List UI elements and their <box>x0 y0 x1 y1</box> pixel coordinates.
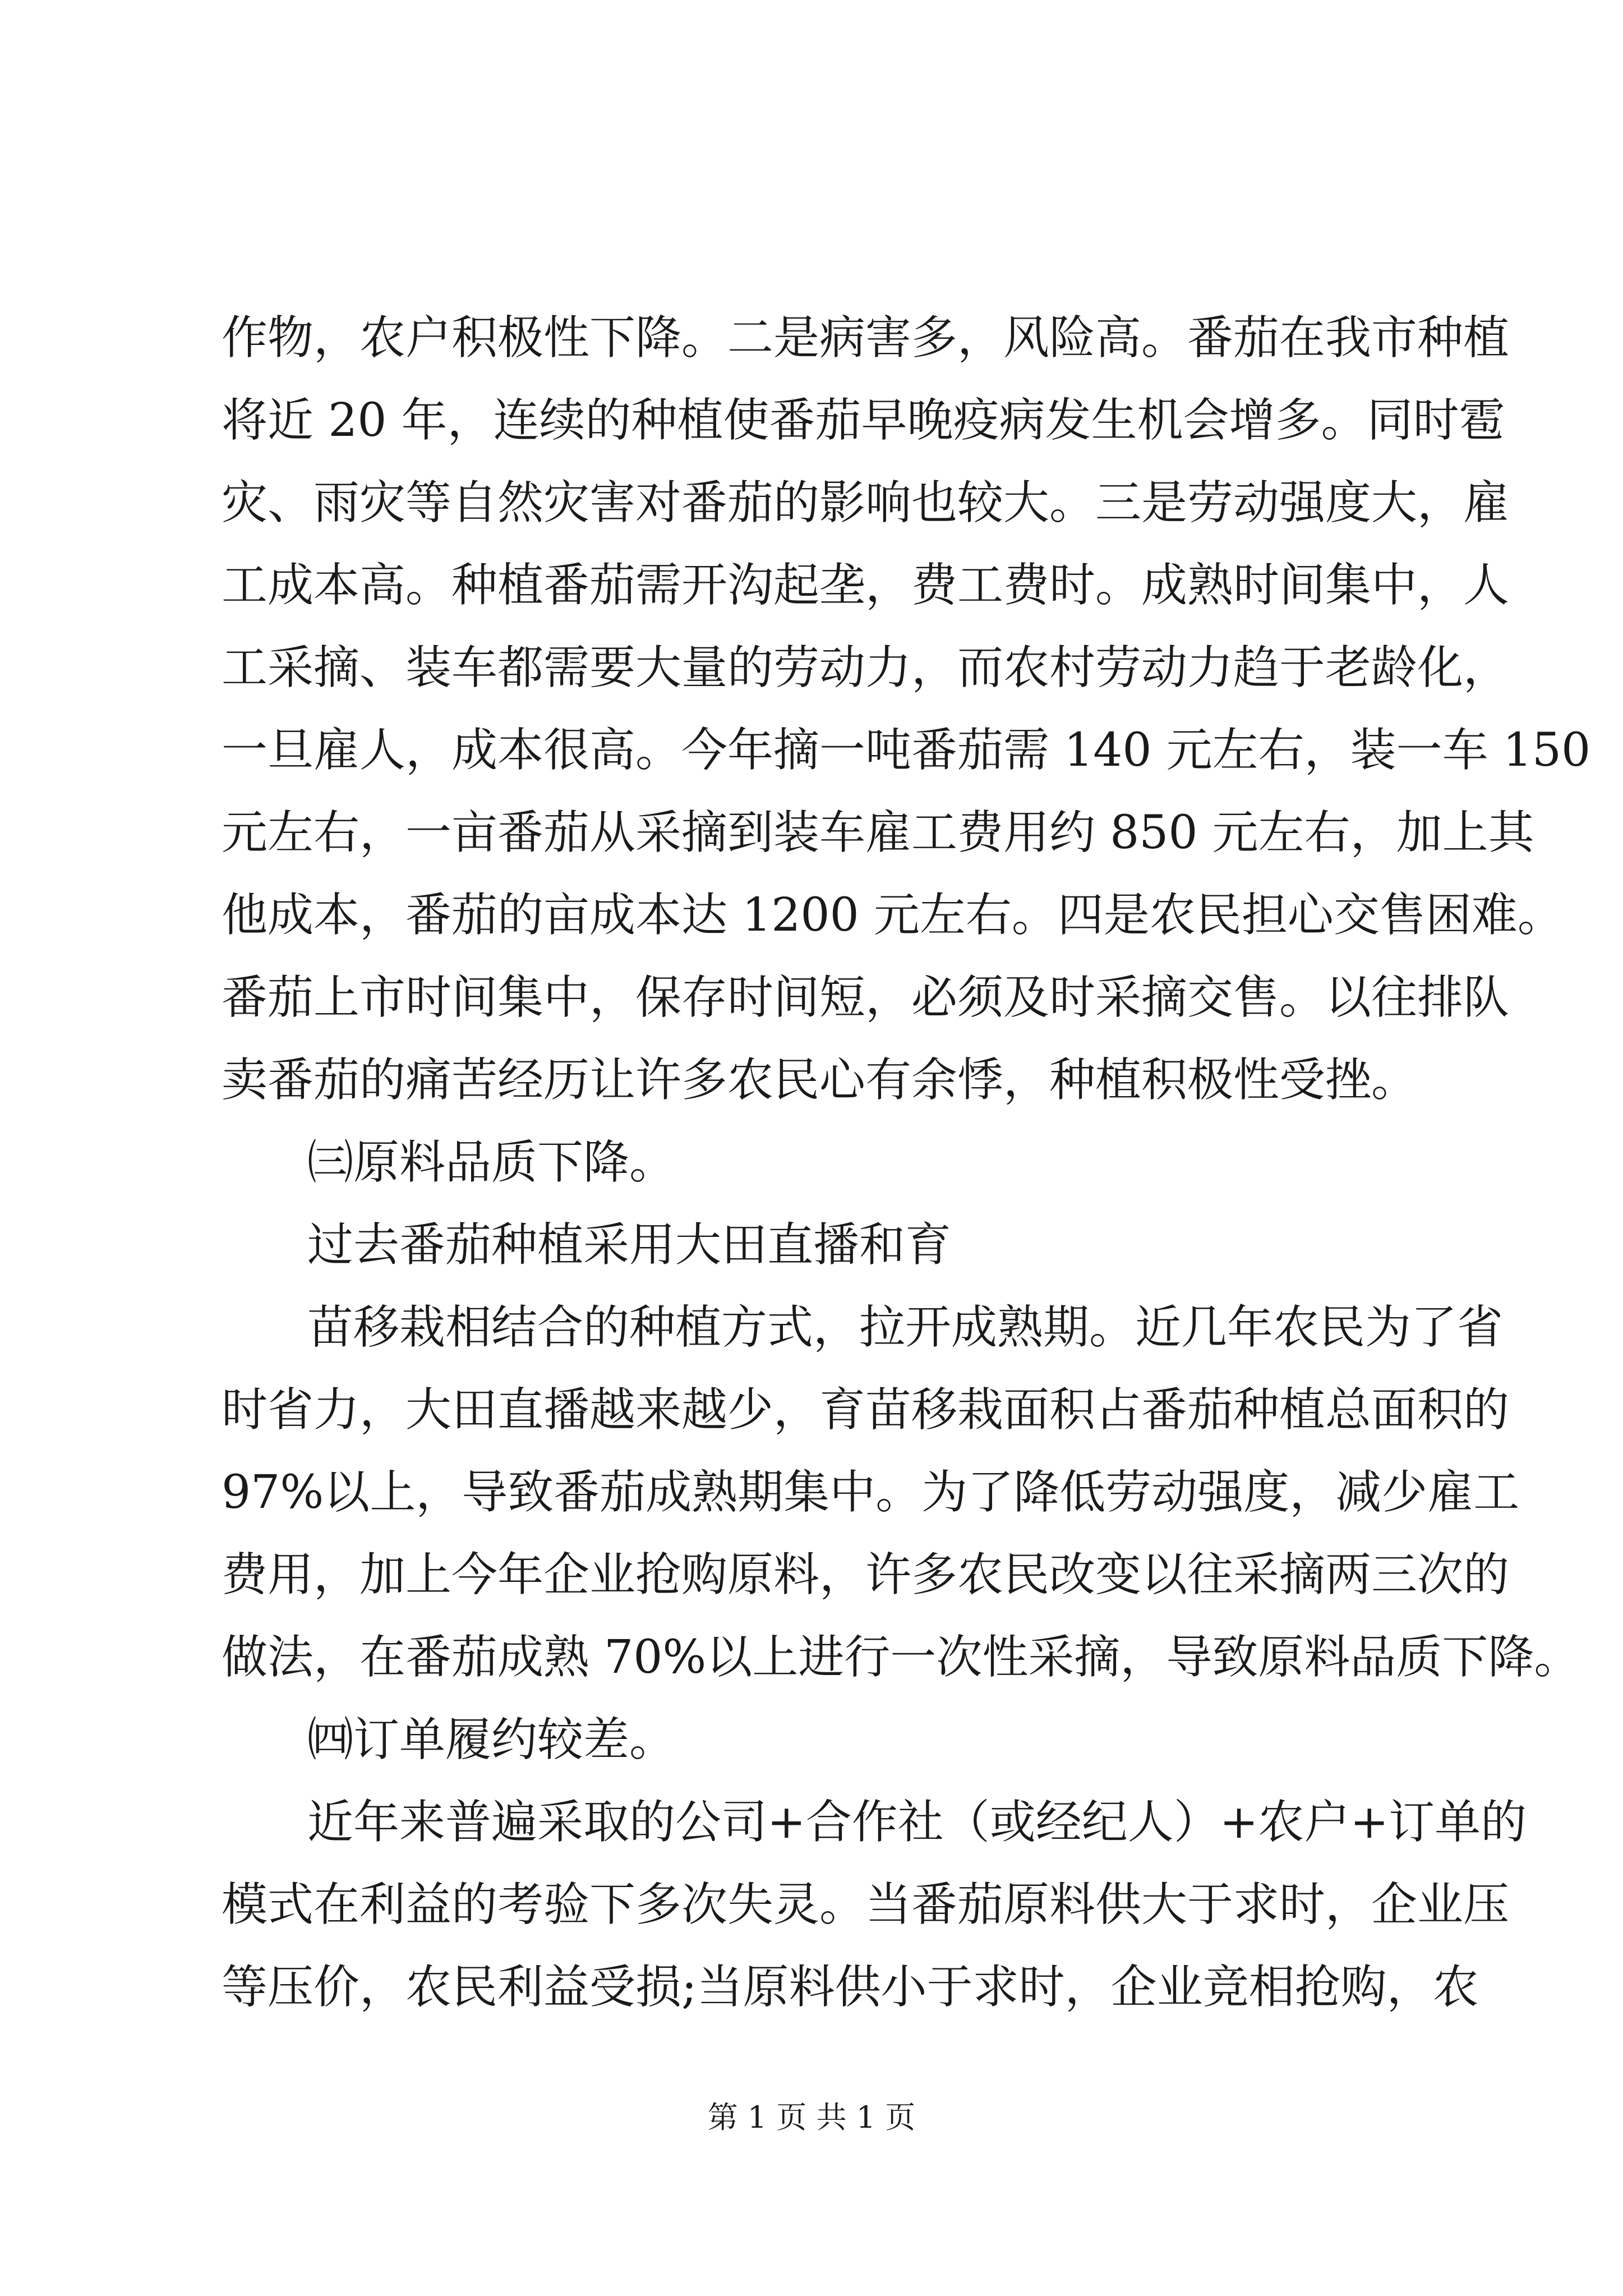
text-line: 费用，加上今年企业抢购原料，许多农民改变以往采摘两三次的 <box>222 1548 1510 1602</box>
text-line: 灾、雨灾等自然灾害对番茄的影响也较大。三是劳动强度大，雇 <box>222 476 1510 530</box>
text-line: 苗移栽相结合的种植方式，拉开成熟期。近几年农民为了省 <box>307 1301 1504 1354</box>
text-line: 元左右，一亩番茄从采摘到装车雇工费用约 850 元左右，加上其 <box>222 806 1534 859</box>
text-line: 一旦雇人，成本很高。今年摘一吨番茄需 140 元左右，装一车 150 <box>222 724 1591 777</box>
text-line: 工成本高。种植番茄需开沟起垄，费工费时。成熟时间集中，人 <box>222 559 1510 612</box>
text-line: 他成本，番茄的亩成本达 1200 元左右。四是农民担心交售困难。 <box>222 889 1564 942</box>
section-heading: ㈣订单履约较差。 <box>307 1713 676 1766</box>
text-line: 将近 20 年，连续的种植使番茄早晚疫病发生机会增多。同时雹 <box>222 394 1505 447</box>
text-line: 工采摘、装车都需要大量的劳动力，而农村劳动力趋于老龄化， <box>222 641 1510 694</box>
page-footer: 第 1 页 共 1 页 <box>707 2100 916 2135</box>
text-line: 过去番茄种植采用大田直播和育 <box>307 1218 952 1272</box>
text-line: 番茄上市时间集中，保存时间短，必须及时采摘交售。以往排队 <box>222 971 1510 1024</box>
text-line: 作物，农户积极性下降。二是病害多，风险高。番茄在我市种植 <box>222 311 1510 365</box>
section-heading: ㈢原料品质下降。 <box>307 1136 676 1189</box>
text-line: 时省力，大田直播越来越少，育苗移栽面积占番茄种植总面积的 <box>222 1383 1510 1437</box>
text-line: 近年来普遍采取的公司+合作社（或经纪人）+农户+订单的 <box>307 1796 1527 1849</box>
text-line: 卖番茄的痛苦经历让许多农民心有余悸，种植积极性受挫。 <box>222 1053 1418 1107</box>
text-line: 模式在利益的考验下多次失灵。当番茄原料供大于求时，企业压 <box>222 1878 1510 1931</box>
text-line: 做法，在番茄成熟 70%以上进行一次性采摘，导致原料品质下降。 <box>222 1631 1580 1684</box>
text-line: 97%以上，导致番茄成熟期集中。为了降低劳动强度，减少雇工 <box>222 1466 1520 1519</box>
text-line: 等压价，农民利益受损;当原料供小于求时，企业竞相抢购，农 <box>222 1961 1479 2014</box>
